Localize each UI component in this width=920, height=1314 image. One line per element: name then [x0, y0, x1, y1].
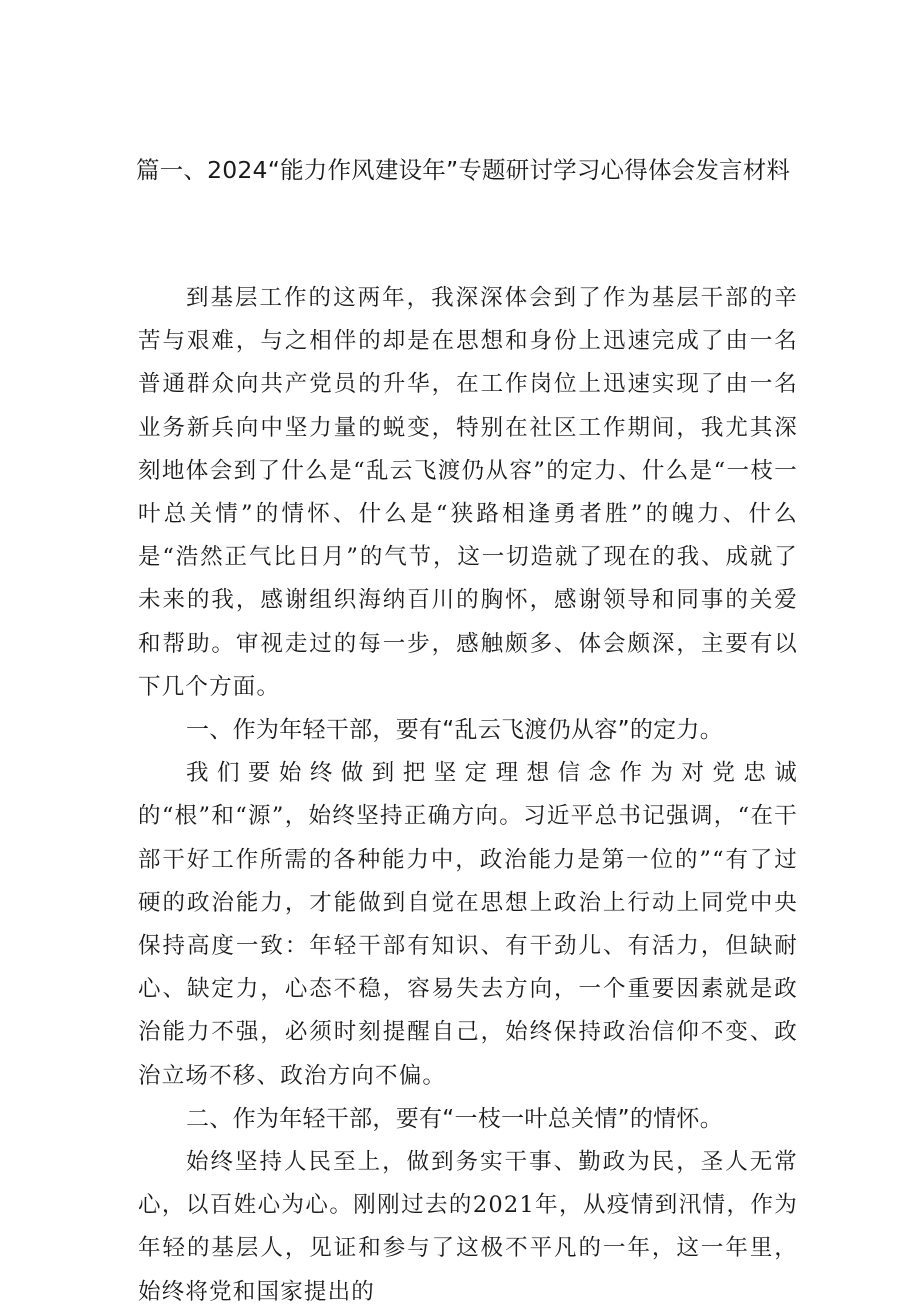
paragraph-section-1: 我们要始终做到把坚定理想信念作为对党忠诚的“根”和“源”，始终坚持正确方向。习近平总书记强调，“在干部干好工作所需的各种能力中，政治能力是第一位的”“有了过硬的政治能力，才能做到自觉在思想上政治上行动上同党中央保持高度一致：年轻干部有知识、有干劲儿、有活力，但缺耐心、缺定力，心态不稳，容易失去方向，一个重要因素就是政治能力不强，必须时刻提醒自己，始终保持政治信仰不变、政治立场不移、政治方向不偏。	[138, 760, 798, 1089]
section-heading-1: 一、作为年轻干部，要有“乱云飞渡仍从容”的定力。	[186, 717, 724, 744]
paragraph-intro: 到基层工作的这两年，我深深体会到了作为基层干部的辛苦与艰难，与之相伴的却是在思想和身份上迅速完成了由一名普通群众向共产党员的升华，在工作岗位上迅速实现了由一名业务新兵向中坚力量的蜕变，特别在社区工作期间，我尤其深刻地体会到了什么是“乱云飞渡仍从容”的定力、什么是“一枝一叶总关情”的情怀、什么是“狭路相逢勇者胜”的魄力、什么是“浩然正气比日月”的气节，这一切造就了现在的我、成就了未来的我，感谢组织海纳百川的胸怀，感谢领导和同事的关爱和帮助。审视走过的每一步，感触颇多、体会颇深，主要有以下几个方面。	[138, 285, 798, 700]
paragraph-section-2: 始终坚持人民至上，做到务实干事、勤政为民，圣人无常心，以百姓心为心。刚刚过去的2021年，从疫情到汛情，作为年轻的基层人，见证和参与了这极不平凡的一年，这一年里，始终将党和国家提出的	[138, 1149, 798, 1305]
document-body	[138, 277, 798, 1314]
document-title: 篇一、2024“能力作风建设年”专题研讨学习心得体会发言材料	[136, 156, 791, 184]
section-heading-2: 二、作为年轻干部，要有“一枝一叶总关情”的情怀。	[186, 1105, 724, 1132]
